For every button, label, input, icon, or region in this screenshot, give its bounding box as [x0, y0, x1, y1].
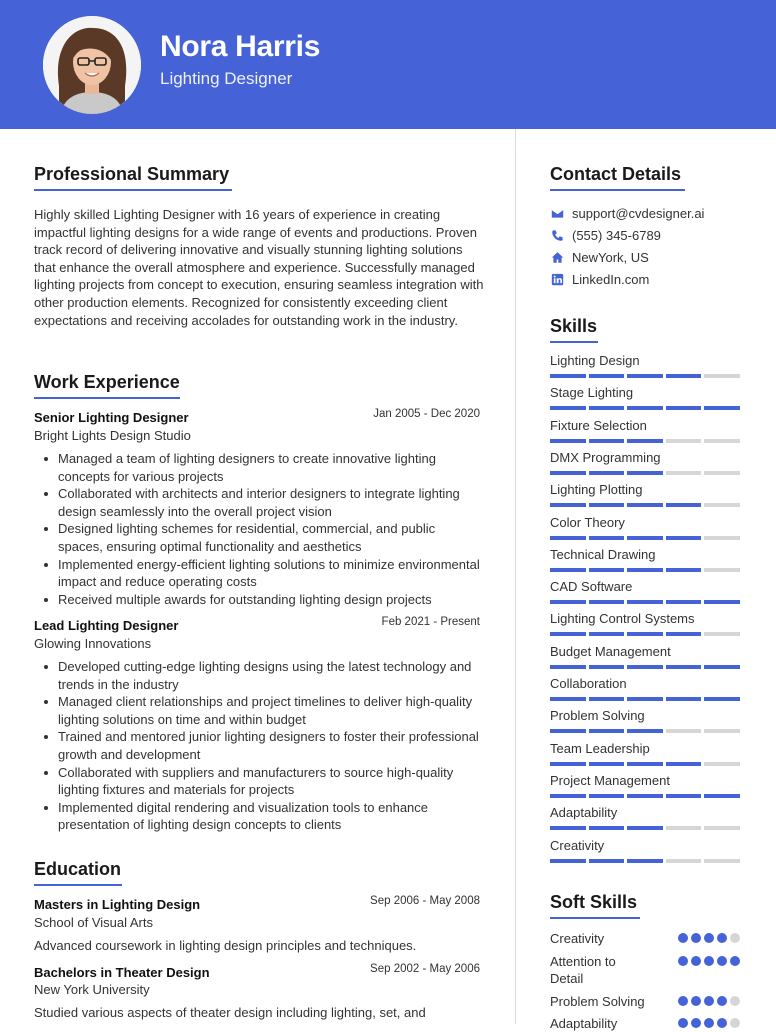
- skill-level-segment: [627, 826, 663, 830]
- skill-level-segment: [550, 794, 586, 798]
- skill-level-segment: [704, 859, 740, 863]
- skill-label: Project Management: [550, 772, 670, 788]
- soft-skill-rating: [678, 933, 740, 947]
- skill-level-segment: [704, 439, 740, 443]
- contact-linkedin[interactable]: [550, 270, 649, 288]
- contact-email-text: support@cvdesigner.ai: [572, 205, 705, 221]
- rating-dot: [717, 1018, 727, 1028]
- skill-item: [550, 353, 740, 378]
- rating-dot: [704, 933, 714, 943]
- skill-level-segment: [704, 471, 740, 475]
- skill-label: Budget Management: [550, 643, 671, 659]
- job-company: Bright Lights Design Studio: [34, 428, 191, 443]
- job-bullets: [58, 658, 483, 834]
- skill-level-segment: [627, 503, 663, 507]
- soft-skill-item: [550, 930, 740, 947]
- skill-label: CAD Software: [550, 579, 633, 595]
- rating-dot: [717, 996, 727, 1006]
- job-bullet: Managed client relationships and project timelines to deliver high-quality lighting solutions on time and within budget: [58, 693, 483, 728]
- rating-dot: [704, 1018, 714, 1028]
- skill-level-segment: [627, 665, 663, 669]
- skill-level-bar: [550, 439, 740, 443]
- rating-dot: [691, 933, 701, 943]
- skill-level-segment: [627, 406, 663, 410]
- job-bullet: Collaborated with architects and interior designers to integrate lighting design seamlessly into the overall project vision: [58, 485, 483, 520]
- skill-level-bar: [550, 697, 740, 701]
- soft-skill-label: Problem Solving: [550, 994, 645, 1009]
- skill-item: [550, 385, 740, 410]
- job-date: Jan 2005 - Dec 2020: [373, 408, 480, 420]
- skill-level-segment: [666, 632, 702, 636]
- soft-skill-rating: [678, 956, 740, 987]
- rating-dot: [730, 1018, 740, 1028]
- rating-dot: [678, 996, 688, 1006]
- skill-level-segment: [666, 600, 702, 604]
- skill-label: Technical Drawing: [550, 546, 656, 562]
- soft-skill-label: Attention to Detail: [550, 954, 616, 986]
- contact-email[interactable]: [550, 204, 704, 222]
- skill-level-segment: [550, 826, 586, 830]
- skill-level-bar: [550, 762, 740, 766]
- skills-heading: Skills: [550, 316, 598, 343]
- skill-level-segment: [589, 406, 625, 410]
- skill-level-segment: [704, 632, 740, 636]
- skill-level-segment: [589, 762, 625, 766]
- skill-level-segment: [627, 794, 663, 798]
- skill-level-segment: [550, 439, 586, 443]
- soft-skills-heading: Soft Skills: [550, 892, 640, 919]
- skill-level-bar: [550, 536, 740, 540]
- skill-level-segment: [589, 697, 625, 701]
- degree-description: Studied various aspects of theater design including lighting, set, and: [34, 1005, 426, 1020]
- skill-level-segment: [589, 568, 625, 572]
- job-company: Glowing Innovations: [34, 636, 152, 651]
- skill-item: [550, 450, 740, 475]
- job-bullet: Designed lighting schemes for residential, commercial, and public spaces, ensuring optimal functionality and aesthetics: [58, 520, 483, 555]
- skill-level-segment: [704, 536, 740, 540]
- skill-item: [550, 741, 740, 766]
- contact-location: [550, 248, 649, 266]
- skill-label: Team Leadership: [550, 740, 650, 756]
- rating-dot: [691, 956, 701, 966]
- skill-level-segment: [627, 729, 663, 733]
- skill-label: Creativity: [550, 837, 605, 853]
- candidate-name: Nora Harris: [160, 30, 321, 63]
- skill-level-segment: [704, 729, 740, 733]
- rating-dot: [730, 956, 740, 966]
- soft-skill-rating: [678, 1018, 740, 1032]
- skill-level-segment: [666, 439, 702, 443]
- rating-dot: [730, 996, 740, 1006]
- skill-level-segment: [550, 632, 586, 636]
- rating-dot: [717, 956, 727, 966]
- skill-level-segment: [666, 374, 702, 378]
- job-bullet: Collaborated with suppliers and manufacturers to source high-quality lighting fixtures and materials for projects: [58, 764, 483, 799]
- contact-heading: Contact Details: [550, 164, 685, 191]
- skill-level-segment: [627, 600, 663, 604]
- skill-level-segment: [666, 471, 702, 475]
- skill-label: Stage Lighting: [550, 385, 634, 401]
- skill-level-segment: [550, 568, 586, 572]
- job-date: Feb 2021 - Present: [381, 616, 480, 628]
- skill-level-segment: [666, 729, 702, 733]
- skill-level-segment: [550, 600, 586, 604]
- skill-level-segment: [666, 503, 702, 507]
- job-bullet: Managed a team of lighting designers to create innovative lighting concepts for various projects: [58, 450, 483, 485]
- skill-label: DMX Programming: [550, 449, 661, 465]
- skill-item: [550, 708, 740, 733]
- skill-item: [550, 418, 740, 443]
- skill-level-segment: [704, 826, 740, 830]
- skill-item: [550, 838, 740, 863]
- skill-item: [550, 482, 740, 507]
- contact-phone-text: (555) 345-6789: [572, 227, 661, 243]
- skill-level-segment: [704, 503, 740, 507]
- skill-level-bar: [550, 859, 740, 863]
- skill-item: [550, 579, 740, 604]
- rating-dot: [704, 996, 714, 1006]
- education-heading: Education: [34, 859, 122, 886]
- rating-dot: [678, 956, 688, 966]
- skill-label: Lighting Design: [550, 353, 640, 368]
- job-bullet: Received multiple awards for outstanding lighting design projects: [58, 591, 483, 609]
- skill-level-segment: [550, 859, 586, 863]
- job-bullets: [58, 450, 483, 608]
- skill-level-segment: [550, 536, 586, 540]
- skill-level-segment: [550, 697, 586, 701]
- skill-level-bar: [550, 568, 740, 572]
- soft-skill-rating: [678, 996, 740, 1010]
- skill-level-bar: [550, 503, 740, 507]
- skill-level-segment: [666, 794, 702, 798]
- skill-level-segment: [589, 536, 625, 540]
- rating-dot: [691, 1018, 701, 1028]
- summary-text: Highly skilled Lighting Designer with 16 years of experience in creating impactful lighting designs for a wide range of events and productions. Proven track record of delivering innovative and visually stunning lighting solutions that enhance the overall atmosphere and experience. Successfully managed lighting projects from concept to execution, ensuring seamless integration with other production elements. Recognized for consistently exceeding client expectations and receiving accolades for outstanding work in the industry.: [34, 207, 484, 328]
- rating-dot: [704, 956, 714, 966]
- skill-level-segment: [704, 665, 740, 669]
- skill-item: [550, 547, 740, 572]
- skill-level-bar: [550, 729, 740, 733]
- school-name: School of Visual Arts: [34, 915, 153, 930]
- linkedin-icon: [550, 272, 564, 286]
- skill-level-segment: [627, 374, 663, 378]
- skill-level-segment: [589, 665, 625, 669]
- skill-label: Fixture Selection: [550, 417, 647, 433]
- skill-level-segment: [666, 568, 702, 572]
- skill-level-bar: [550, 471, 740, 475]
- skill-level-segment: [589, 439, 625, 443]
- envelope-icon: [550, 206, 564, 220]
- rating-dot: [678, 933, 688, 943]
- degree-description: Advanced coursework in lighting design principles and techniques.: [34, 938, 417, 953]
- contact-phone[interactable]: [550, 226, 661, 244]
- skill-item: [550, 676, 740, 701]
- skill-level-segment: [666, 762, 702, 766]
- soft-skill-item: [550, 953, 740, 987]
- degree-date: Sep 2006 - May 2008: [370, 895, 480, 907]
- skill-level-segment: [589, 503, 625, 507]
- skill-level-segment: [704, 794, 740, 798]
- skill-level-segment: [550, 406, 586, 410]
- job-bullet: Implemented digital rendering and visualization tools to enhance presentation of lighting design concepts to clients: [58, 799, 483, 834]
- rating-dot: [678, 1018, 688, 1028]
- skill-level-segment: [704, 697, 740, 701]
- skill-level-bar: [550, 632, 740, 636]
- job-title: Lead Lighting Designer: [34, 618, 179, 633]
- skill-level-bar: [550, 406, 740, 410]
- contact-linkedin-text: LinkedIn.com: [572, 271, 650, 287]
- skill-level-segment: [704, 600, 740, 604]
- skill-level-segment: [666, 859, 702, 863]
- rating-dot: [691, 996, 701, 1006]
- skill-item: [550, 611, 740, 636]
- skill-item: [550, 773, 740, 798]
- skill-level-segment: [550, 729, 586, 733]
- skill-item: [550, 644, 740, 669]
- skill-label: Problem Solving: [550, 708, 645, 724]
- skill-level-segment: [589, 794, 625, 798]
- candidate-role: Lighting Designer: [160, 69, 293, 88]
- rating-dot: [730, 933, 740, 943]
- skill-level-segment: [589, 374, 625, 378]
- skill-level-segment: [589, 632, 625, 636]
- skill-level-segment: [627, 632, 663, 636]
- rating-dot: [717, 933, 727, 943]
- skill-level-segment: [627, 859, 663, 863]
- skill-level-segment: [627, 568, 663, 572]
- contact-location-text: NewYork, US: [572, 249, 649, 265]
- skill-level-segment: [589, 826, 625, 830]
- skill-label: Collaboration: [550, 676, 627, 691]
- skill-level-segment: [666, 406, 702, 410]
- work-heading: Work Experience: [34, 372, 180, 399]
- job-bullet: Trained and mentored junior lighting designers to foster their professional growth and development: [58, 728, 483, 763]
- skill-level-segment: [666, 697, 702, 701]
- skill-level-segment: [666, 665, 702, 669]
- skill-label: Adaptability: [550, 805, 618, 821]
- skill-level-segment: [627, 439, 663, 443]
- resume-header: [0, 0, 776, 129]
- skill-level-bar: [550, 374, 740, 378]
- skill-level-segment: [550, 665, 586, 669]
- skill-level-segment: [704, 406, 740, 410]
- skill-level-segment: [704, 374, 740, 378]
- home-icon: [550, 250, 564, 264]
- soft-skill-item: [550, 993, 740, 1010]
- skill-level-segment: [550, 762, 586, 766]
- job-title: Senior Lighting Designer: [34, 410, 189, 425]
- skill-level-segment: [627, 471, 663, 475]
- degree-title: Masters in Lighting Design: [34, 897, 201, 912]
- skill-level-bar: [550, 826, 740, 830]
- skill-level-segment: [666, 826, 702, 830]
- profile-photo: [43, 16, 141, 114]
- skill-level-segment: [627, 536, 663, 540]
- skill-label: Lighting Plotting: [550, 482, 643, 498]
- skill-level-segment: [589, 859, 625, 863]
- job-bullet: Developed cutting-edge lighting designs using the latest technology and trends in the industry: [58, 658, 483, 693]
- skill-level-segment: [589, 471, 625, 475]
- skill-level-segment: [704, 762, 740, 766]
- column-divider: [515, 129, 516, 1024]
- soft-skill-label: Creativity: [550, 931, 605, 946]
- job-bullet: Implemented energy-efficient lighting solutions to minimize environmental impact and reduce operating costs: [58, 556, 483, 591]
- summary-heading: Professional Summary: [34, 164, 232, 191]
- skill-label: Lighting Control Systems: [550, 611, 695, 627]
- skill-label: Color Theory: [550, 514, 625, 530]
- skill-level-segment: [589, 600, 625, 604]
- skill-level-segment: [550, 374, 586, 378]
- skill-level-segment: [550, 503, 586, 507]
- skill-level-bar: [550, 665, 740, 669]
- degree-date: Sep 2002 - May 2006: [370, 963, 480, 975]
- skill-level-segment: [666, 536, 702, 540]
- portrait-image: [43, 16, 141, 114]
- skill-level-bar: [550, 600, 740, 604]
- skill-item: [550, 805, 740, 830]
- skill-item: [550, 515, 740, 540]
- phone-icon: [550, 228, 564, 242]
- skill-level-segment: [627, 697, 663, 701]
- skill-level-segment: [550, 471, 586, 475]
- skill-level-segment: [589, 729, 625, 733]
- soft-skill-label: Adaptability: [550, 1016, 618, 1031]
- school-name: New York University: [34, 982, 150, 997]
- degree-title: Bachelors in Theater Design: [34, 965, 210, 980]
- skill-level-segment: [627, 762, 663, 766]
- skill-level-bar: [550, 794, 740, 798]
- skill-level-segment: [704, 568, 740, 572]
